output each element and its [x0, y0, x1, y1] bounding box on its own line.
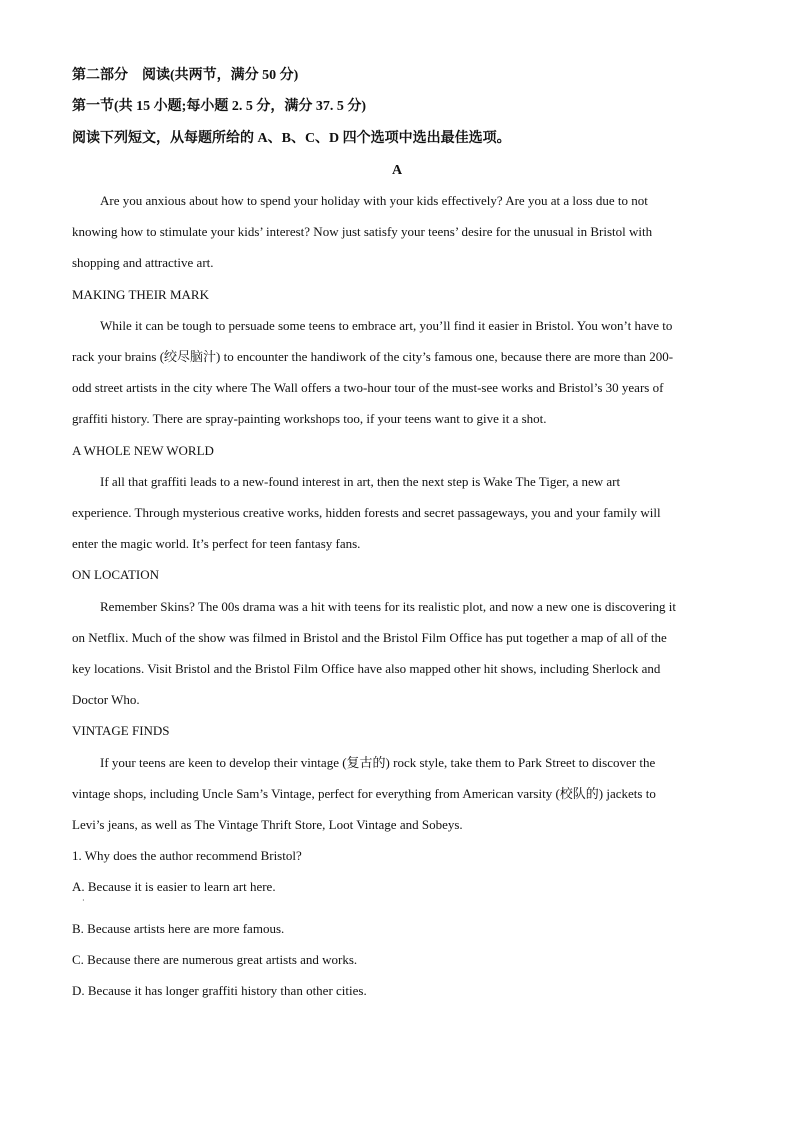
- passage-label: A: [391, 163, 403, 178]
- paragraph-line: Levi’s jeans, as well as The Vintage Thrift Store, Loot Vintage and Sobeys.: [72, 817, 463, 832]
- paragraph-line: Doctor Who.: [72, 692, 140, 707]
- question-stem: 1. Why does the author recommend Bristol?: [72, 848, 302, 863]
- instruction: 阅读下列短文，从每题所给的 A、B、C、D 四个选项中选出最佳选项。: [72, 131, 511, 146]
- option-d: D. Because it has longer graffiti history than other cities.: [72, 983, 367, 998]
- option-b: B. Because artists here are more famous.: [72, 921, 285, 936]
- paragraph-line: odd street artists in the city where The Wall offers a two-hour tour of the must-see works and Bristol’s 30 years of: [72, 380, 664, 395]
- option-c: C. Because there are numerous great artists and works.: [72, 952, 358, 967]
- paragraph-line: experience. Through mysterious creative works, hidden forests and secret passageways, you and your family will: [72, 505, 661, 520]
- paragraph-line: rack your brains (绞尽脑汁) to encounter the handiwork of the city’s famous one, because there are more than 200-: [72, 349, 674, 364]
- section-heading: VINTAGE FINDS: [72, 723, 170, 738]
- paragraph-line: on Netflix. Much of the show was filmed in Bristol and the Bristol Film Office has put together a map of all of the: [72, 630, 667, 645]
- option-a: A. Because it is easier to learn art here.: [72, 879, 276, 894]
- paragraph-line: graffiti history. There are spray-painting workshops too, if your teens want to give it a shot.: [72, 411, 547, 426]
- section-heading: ON LOCATION: [72, 567, 160, 582]
- part-title: 第二部分 阅读(共两节，满分 50 分): [72, 68, 299, 83]
- paragraph-line: key locations. Visit Bristol and the Bristol Film Office have also mapped other hit shows, including Sherlock and: [72, 661, 661, 676]
- section-heading: A WHOLE NEW WORLD: [72, 443, 214, 458]
- section-title: 第一节(共 15 小题;每小题 2. 5 分，满分 37. 5 分): [72, 99, 366, 114]
- intro-line: knowing how to stimulate your kids’ interest? Now just satisfy your teens’ desire for the unusual in Bristol with: [72, 224, 653, 239]
- paragraph-line: Remember Skins? The 00s drama was a hit with teens for its realistic plot, and now a new one is discovering it: [100, 599, 676, 614]
- paragraph-line: If your teens are keen to develop their vintage (复古的) rock style, take them to Park Street to discover the: [100, 755, 656, 770]
- paragraph-line: While it can be tough to persuade some teens to embrace art, you’ll find it easier in Bristol. You won’t have to: [100, 318, 673, 333]
- paragraph-line: vintage shops, including Uncle Sam’s Vintage, perfect for everything from American varsity (校队的) jackets to: [72, 786, 656, 801]
- section-heading: MAKING THEIR MARK: [72, 287, 209, 302]
- stray-dot: ·: [82, 896, 85, 905]
- paragraph-line: If all that graffiti leads to a new-found interest in art, then the next step is Wake The Tiger, a new art: [100, 474, 621, 489]
- intro-line: shopping and attractive art.: [72, 255, 214, 270]
- intro-line: Are you anxious about how to spend your holiday with your kids effectively? Are you at a loss due to not: [100, 193, 648, 208]
- paragraph-line: enter the magic world. It’s perfect for teen fantasy fans.: [72, 536, 361, 551]
